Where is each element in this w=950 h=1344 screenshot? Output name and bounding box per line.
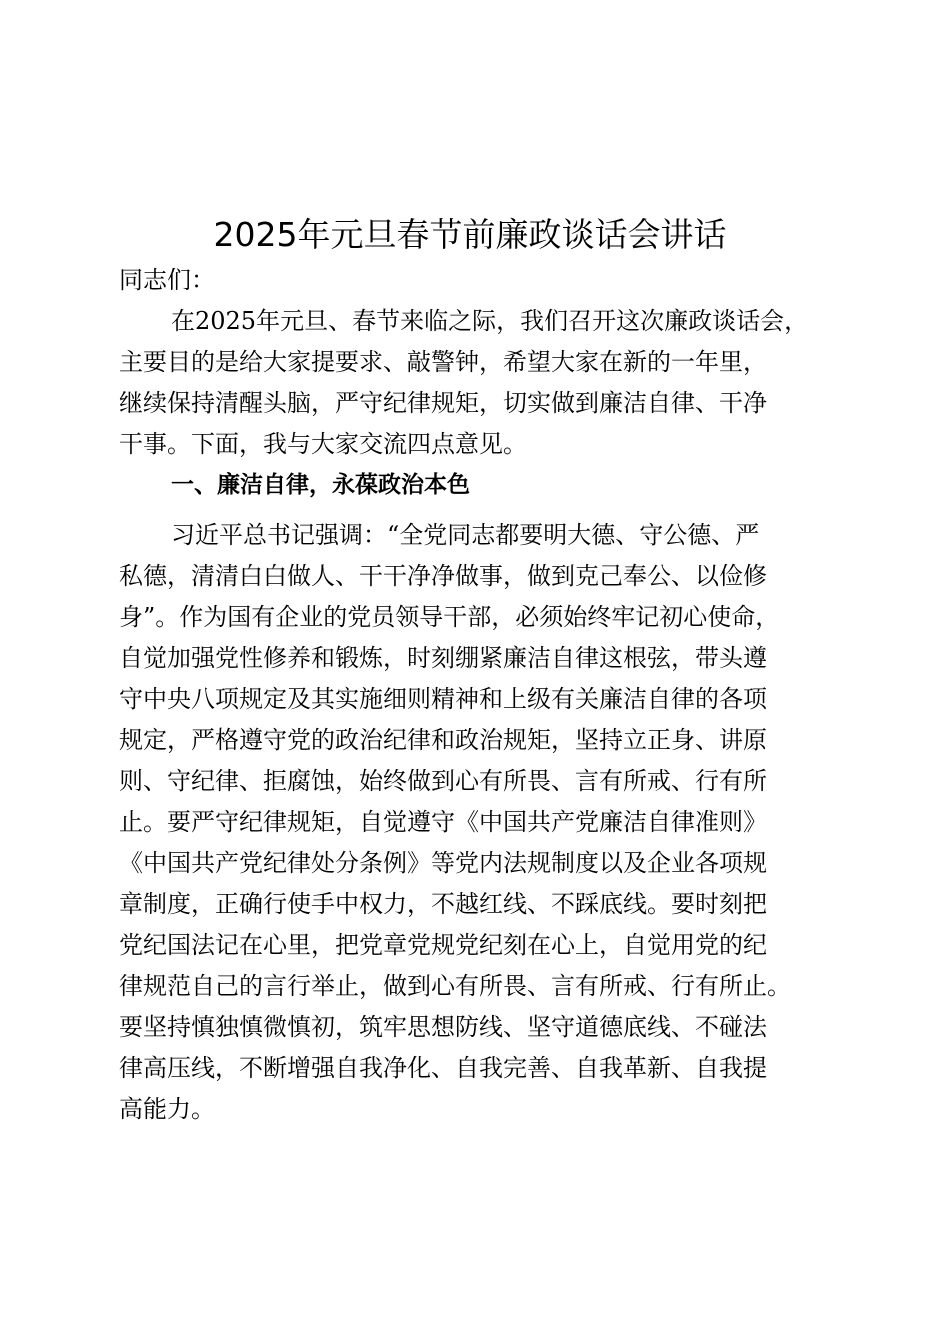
section-line: 要坚持慎独慎微慎初，筑牢思想防线、坚守道德底线、不碰法 (119, 1013, 767, 1041)
section-line: 则、守纪律、拒腐蚀，始终做到心有所畏、言有所戒、行有所 (119, 767, 767, 795)
section-line: 自觉加强党性修养和锻炼，时刻绷紧廉洁自律这根弦，带头遵 (119, 644, 767, 672)
section-line: 习近平总书记强调：“全党同志都要明大德、守公德、严 (171, 521, 760, 549)
section-line: 党纪国法记在心里，把党章党规党纪刻在心上，自觉用党的纪 (119, 931, 767, 959)
section-line: 律规范自己的言行举止，做到心有所畏、言有所戒、行有所止。 (119, 972, 791, 1000)
intro-line: 主要目的是给大家提要求、敲警钟，希望大家在新的一年里， (119, 348, 767, 376)
section-line: 律高压线，不断增强自我净化、自我完善、自我革新、自我提 (119, 1054, 767, 1082)
intro-paragraph (119, 301, 831, 465)
intro-line: 在2025年元旦、春节来临之际，我们召开这次廉政谈话会， (171, 307, 809, 335)
intro-line: 继续保持清醒头脑，严守纪律规矩，切实做到廉洁自律、干净 (119, 389, 767, 417)
intro-line: 干事。下面，我与大家交流四点意见。 (119, 430, 527, 458)
section-paragraph (119, 515, 831, 1130)
section-line: 章制度，正确行使手中权力，不越红线、不踩底线。要时刻把 (119, 890, 767, 918)
section-line: 高能力。 (119, 1095, 215, 1123)
document-body (119, 260, 831, 1130)
section-line: 规定，严格遵守党的政治纪律和政治规矩，坚持立正身、讲原 (119, 726, 767, 754)
section-line: 身”。作为国有企业的党员领导干部，必须始终牢记初心使命， (119, 603, 780, 631)
section-line: 止。要严守纪律规矩，自觉遵守《中国共产党廉洁自律准则》 (119, 808, 767, 836)
section-line: 《中国共产党纪律处分条例》等党内法规制度以及企业各项规 (119, 849, 767, 877)
salutation: 同志们： (119, 266, 215, 294)
section-line: 守中央八项规定及其实施细则精神和上级有关廉洁自律的各项 (119, 685, 767, 713)
document-title: 2025年元旦春节前廉政谈话会讲话 (213, 215, 727, 254)
heading-spacer (119, 506, 831, 515)
section-line: 私德，清清白白做人、干干净净做事，做到克己奉公、以俭修 (119, 562, 767, 590)
section-heading: 一、廉洁自律，永葆政治本色 (171, 472, 470, 498)
